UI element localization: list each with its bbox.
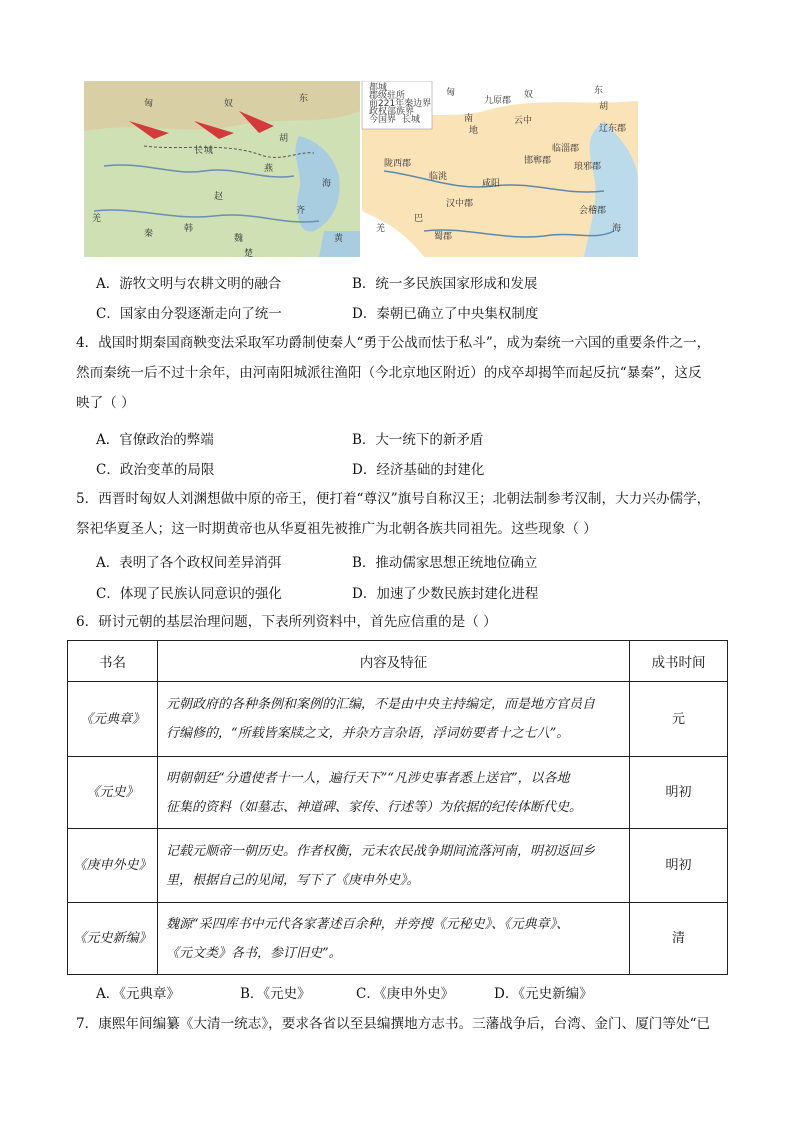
map-label: 南 <box>464 114 474 124</box>
map-label: 会稽郡 <box>579 206 607 216</box>
map-label: 胡 <box>599 102 609 112</box>
table-row <box>68 903 728 975</box>
q5-option-d[interactable]: D．加速了少数民族封建化进程 <box>352 586 539 602</box>
q3-option-a[interactable]: A．游牧文明与农耕文明的融合 <box>96 276 282 292</box>
q6-stem: 6．研讨元朝的基层治理问题，下表所列资料中，首先应信重的是（ ） <box>76 614 497 630</box>
q7-stem: 7．康熙年间编纂《大清一统志》，要求各省以至县编撰地方志书。三藩战争后，台湾、金门、厦门等处“已 <box>76 1016 711 1032</box>
legend-label: 前221年秦边界 <box>369 99 432 109</box>
map-label: 城 <box>204 146 214 156</box>
q4-option-b[interactable]: B．大一统下的新矛盾 <box>352 432 484 448</box>
table-header: 成书时间 <box>630 641 728 682</box>
q5-option-a[interactable]: A．表明了各个政权间差异消弭 <box>96 555 282 571</box>
q4-option-c[interactable]: C．政治变革的局限 <box>96 462 215 478</box>
legend-label: 政权部族界 <box>369 107 415 117</box>
content-line: 里，根据自己的见闻，写下了《庚申外史》。 <box>166 872 420 888</box>
q4-stem-line: 4．战国时期秦国商鞅变法采取军功爵制使秦人“勇于公战而怯于私斗”，成为秦统一六国的重要条件之一， <box>76 335 711 351</box>
map-label: 临淄郡 <box>552 144 580 154</box>
map-label: 匈 <box>446 88 456 98</box>
book-time: 清 <box>630 903 728 975</box>
map-label: 辽东郡 <box>599 124 627 134</box>
map-label: 云中 <box>514 116 533 126</box>
q4-stem-line: 映了（ ） <box>76 395 135 411</box>
map-qin-empire <box>362 81 638 257</box>
q5-option-b[interactable]: B．推动儒家思想正统地位确立 <box>352 555 538 571</box>
book-content <box>158 682 630 757</box>
content-line: 魏源“采四库书中元代各家著述百余种，并旁搜《元秘史》、《元典章》、 <box>166 916 570 932</box>
q5-stem <box>76 484 736 544</box>
q5-option-c[interactable]: C．体现了民族认同意识的强化 <box>96 586 282 602</box>
q5-stem-line: 5．西晋时匈奴人刘渊想做中原的帝王，便打着“尊汉”旗号自称汉王；北朝法制参考汉制，大力兴办儒学， <box>76 491 711 507</box>
table-row <box>68 757 728 829</box>
map-label: 邯郸郡 <box>524 156 552 166</box>
map-label: 咸阳 <box>482 179 501 189</box>
map-label: 韩 <box>184 224 194 234</box>
q3-option-c[interactable]: C．国家由分裂逐渐走向了统一 <box>96 306 282 322</box>
content-line: 《元文类》各书，参订旧史”。 <box>166 945 342 961</box>
table-header: 书名 <box>68 641 158 682</box>
q6-option-b[interactable]: B．《元史》 <box>240 986 311 1002</box>
map-label: 羌 <box>92 214 102 224</box>
table-header-row <box>68 641 728 682</box>
book-name: 《元史》 <box>68 757 158 829</box>
map-label: 海 <box>322 179 332 189</box>
map-label: 海 <box>612 224 622 234</box>
map-label: 地 <box>469 126 479 136</box>
q4-stem-line: 然而秦统一后不过十余年，由河南阳城派往渔阳（今北京地区附近）的戍卒却揭竿而起反抗“暴秦”，这反 <box>76 365 702 381</box>
book-time: 明初 <box>630 757 728 829</box>
q4-option-d[interactable]: D．经济基础的封建化 <box>352 462 485 478</box>
q4-option-a[interactable]: A．官僚政治的弊端 <box>96 432 214 448</box>
book-time: 明初 <box>630 829 728 903</box>
q6-option-a[interactable]: A．《元典章》 <box>96 986 180 1002</box>
legend-label: 都城 <box>369 83 388 93</box>
map-label: 奴 <box>224 99 234 109</box>
book-time: 元 <box>630 682 728 757</box>
map-label: 赵 <box>214 192 224 202</box>
map-images <box>84 81 638 257</box>
content-line: 记载元顺帝一朝历史。作者权衡，元末农民战争期间流落河南，明初返回乡 <box>166 843 596 859</box>
q5-stem-line: 祭祀华夏圣人；这一时期黄帝也从华夏祖先被推广为北朝各族共同祖先。这些现象（ ） <box>76 521 597 537</box>
map-label: 楚 <box>244 249 254 257</box>
content-line: 行编修的，“所载皆案牍之文，并杂方言杂语，浮词妨要者十之七八”。 <box>166 726 570 741</box>
book-content <box>158 757 630 829</box>
map-label: 魏 <box>234 234 244 244</box>
map-label: 秦 <box>144 229 154 239</box>
map-warring-states <box>84 81 360 257</box>
q6-option-d[interactable]: D．《元史新编》 <box>494 986 593 1002</box>
map-label: 九原郡 <box>484 96 512 106</box>
book-name: 《元史新编》 <box>68 903 158 975</box>
map-label: 匈 <box>144 99 154 109</box>
map-label: 陇西郡 <box>384 159 412 169</box>
map-label: 长 <box>194 146 204 156</box>
map-label: 巴 <box>414 214 424 224</box>
table-header: 内容及特征 <box>158 641 630 682</box>
map-label: 临洮 <box>429 172 448 182</box>
map-label: 琅邪郡 <box>574 162 602 172</box>
map-label: 羌 <box>376 224 386 234</box>
map-label: 东 <box>299 94 309 104</box>
map-figure <box>84 81 638 257</box>
map-label: 黄 <box>334 234 344 244</box>
source-table <box>67 640 728 975</box>
map-label: 奴 <box>524 90 534 100</box>
book-name: 《庚申外史》 <box>68 829 158 903</box>
book-content <box>158 903 630 975</box>
table-row <box>68 682 728 757</box>
q4-stem <box>76 328 736 418</box>
book-content <box>158 829 630 903</box>
map-label: 汉中郡 <box>446 199 474 209</box>
table-row <box>68 829 728 903</box>
map-label: 蜀郡 <box>434 232 453 242</box>
q3-option-b[interactable]: B．统一多民族国家形成和发展 <box>352 276 538 292</box>
map-label: 燕 <box>264 164 274 174</box>
legend-label: 长城 <box>402 115 421 125</box>
legend-label: 今国界 <box>369 115 397 125</box>
q3-option-d[interactable]: D．秦朝已确立了中央集权制度 <box>352 306 539 322</box>
content-line: 征集的资料（如墓志、神道碑、家传、行述等）为依据的纪传体断代史。 <box>166 799 583 815</box>
q6-option-c[interactable]: C．《庚申外史》 <box>356 986 455 1002</box>
book-name: 《元典章》 <box>68 682 158 757</box>
map-label: 齐 <box>296 206 306 216</box>
legend-label: 郡级驻所 <box>369 91 406 101</box>
map-label: 胡 <box>279 134 289 144</box>
content-line: 元朝政府的各种条例和案例的汇编，不是由中央主持编定，而是地方官员自 <box>166 697 596 712</box>
content-line: 明朝朝廷“分遣使者十一人，遍行天下”“凡涉史事者悉上送官”，以各地 <box>166 770 570 786</box>
map-label: 东 <box>594 86 604 96</box>
